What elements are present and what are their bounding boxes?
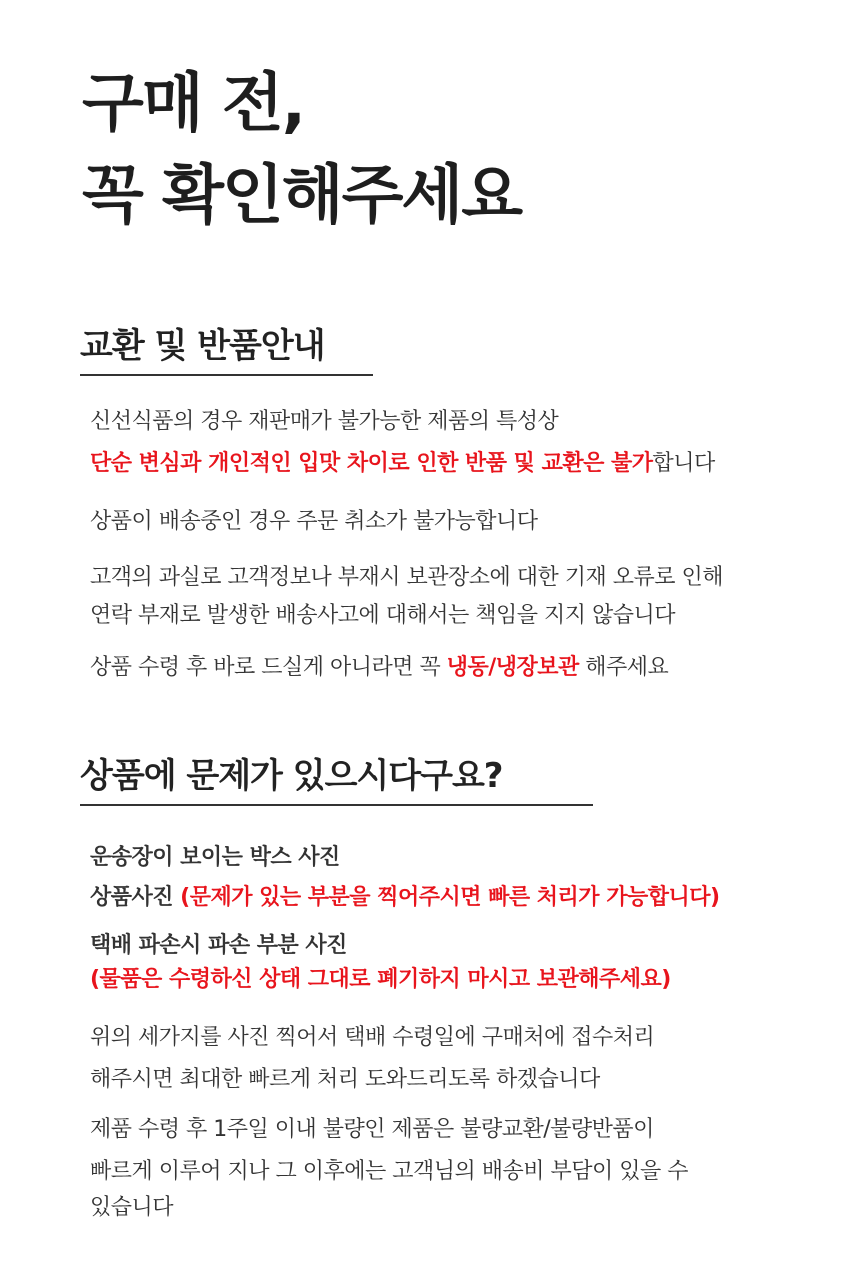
page-title [82,58,521,242]
claim-instruction-line-1: 위의 세가지를 사진 찍어서 택배 수령일에 구매처에 접수처리 [90,1025,655,1050]
exchange-return-underline [80,374,373,376]
notice-liability-line-1: 고객의 과실로 고객정보나 부재시 보관장소에 대한 기재 오류로 인해 [90,565,724,590]
notice-no-return [90,446,715,477]
photo-requirement-damage: 택배 파손시 파손 부분 사진 [90,933,347,958]
notice-storage-emphasis: 냉동/냉장보관 [446,655,579,680]
page-title-line-1: 구매 전, [82,67,305,141]
problem-heading: 상품에 문제가 있으시다구요? [80,756,503,796]
photo-requirement-waybill: 운송장이 보이는 박스 사진 [90,845,340,870]
claim-instruction-line-2: 해주시면 최대한 빠르게 처리 도와드리도록 하겠습니다 [90,1067,600,1092]
defect-policy-line-2: 빠르게 이루어 지나 그 이후에는 고객님의 배송비 부담이 있을 수 [90,1159,688,1184]
photo-requirement-damage-note: (물품은 수령하신 상태 그대로 폐기하지 마시고 보관해주세요) [90,967,671,992]
notice-no-return-emphasis: 단순 변심과 개인적인 입맛 차이로 인한 반품 및 교환은 불가 [90,451,653,476]
photo-requirement-product [90,880,720,911]
notice-no-return-tail: 합니다 [652,451,715,476]
notice-fresh-food: 신선식품의 경우 재판매가 불가능한 제품의 특성상 [90,409,559,434]
exchange-return-heading: 교환 및 반품안내 [80,326,325,366]
photo-requirement-product-label: 상품사진 [90,885,174,910]
notice-liability-line-2: 연락 부재로 발생한 배송사고에 대해서는 책임을 지지 않습니다 [90,603,676,628]
defect-policy-line-3: 있습니다 [90,1195,174,1220]
problem-underline [80,804,593,806]
defect-policy-line-1: 제품 수령 후 1주일 이내 불량인 제품은 불량교환/불량반품이 [90,1117,654,1142]
notice-no-cancel: 상품이 배송중인 경우 주문 취소가 불가능합니다 [90,509,538,534]
photo-requirement-product-note: (문제가 있는 부분을 찍어주시면 빠른 처리가 가능합니다) [173,885,720,910]
notice-storage-pre: 상품 수령 후 바로 드실게 아니라면 꼭 [90,655,447,680]
notice-storage-post: 해주세요 [578,655,669,680]
page-title-line-2: 꼭 확인해주세요 [82,159,522,233]
notice-storage [90,650,668,681]
